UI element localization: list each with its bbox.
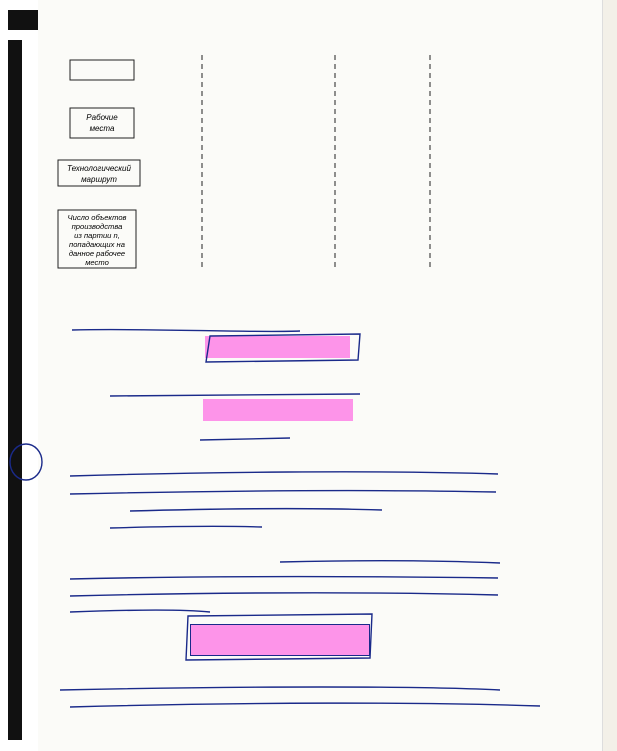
formula-1 <box>205 336 350 358</box>
label-route-1: Технологический <box>67 164 131 173</box>
figure-diagram <box>0 0 617 300</box>
svg-text:место: место <box>85 258 109 267</box>
label-objects <box>67 213 126 267</box>
svg-text:из партии n,: из партии n, <box>74 231 120 240</box>
label-route-2: маршрут <box>81 175 117 184</box>
label-workplaces-1: Рабочие <box>86 113 118 122</box>
svg-text:данное рабочее: данное рабочее <box>68 249 126 258</box>
formula-2 <box>203 399 353 421</box>
formula-3-box <box>190 618 370 658</box>
operation-separators <box>202 55 430 270</box>
label-workplaces-2: места <box>89 124 115 133</box>
svg-text:производства: производства <box>71 222 123 231</box>
svg-text:Число объектов: Число объектов <box>67 213 127 222</box>
svg-text:попадающих на: попадающих на <box>69 240 125 249</box>
